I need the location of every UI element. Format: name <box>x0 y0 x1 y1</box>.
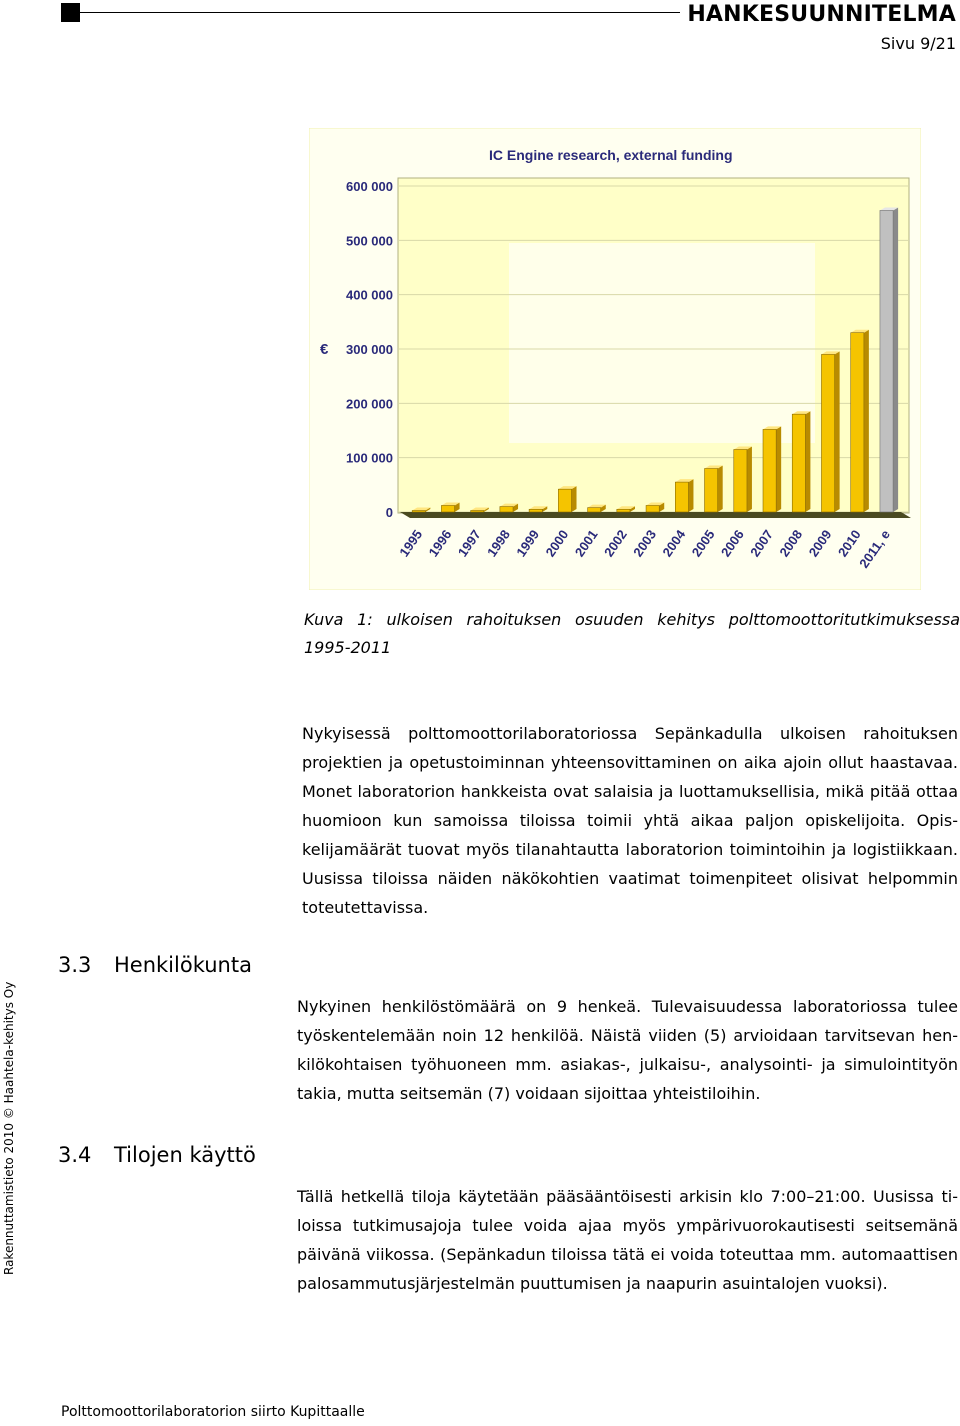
y-tick-label: 200 000 <box>346 396 393 412</box>
paragraph-space-usage: Tällä hetkellä tiloja käytetään pääsääntöisesti arkisin klo 7:00–21:00. Uusissa tiloissa tutkimusajoja tulee voida ajaa myös ympärivuorokautisesti seitsemänä päivänä viikossa. (Sepänkadun tiloissa tätä ei voida toteuttaa mm. automaattisen palosammutusjärjestelmän puuttumisen ja naapurin asuintalojen vuoksi). <box>297 1187 958 1293</box>
x-tick-label: 2008 <box>776 527 806 560</box>
bar-2000 <box>558 486 576 512</box>
bar-2006 <box>734 447 752 512</box>
y-tick-label: 300 000 <box>346 342 393 357</box>
x-tick-label: 2007 <box>747 527 777 560</box>
x-tick-label: 2000 <box>542 527 572 560</box>
paragraph-lab-challenges: Nykyisessä polttomoottorilaboratoriossa Sepänkadulla ulkoisen rahoituksen projektien ja opetustoiminnan yhteensovittaminen on aika ajoin ollut haastavaa. Monet laboratorion hankkeista ovat salaisia ja luottamuksellisia, mikä pitää ottaa huomioon kun samoissa tiloissa toimii yhtä aikaa paljon opiskelijoita. Opiskelijamäärät tuovat myös tilanahtautta laboratorion toimintoihin ja logistiikkaan. Uusissa tiloissa näiden näkökohtien vaatimat toimenpiteet olisivat helpommin toteutettavissa. <box>302 724 958 917</box>
chart-title: IC Engine research, external funding <box>489 147 733 163</box>
figure-caption <box>304 606 960 662</box>
page-footer: Polttomoottorilaboratorion siirto Kupittaalle <box>61 1404 365 1420</box>
x-tick-label: 2004 <box>659 527 689 560</box>
y-tick-label: 500 000 <box>346 233 393 249</box>
plot-highlight <box>509 243 815 443</box>
bar-2004 <box>675 479 693 512</box>
x-tick-label: 2011, e <box>856 527 893 571</box>
section-number: 3.3 <box>58 953 92 977</box>
y-axis-label: € <box>320 341 329 358</box>
x-tick-label: 1996 <box>425 527 455 560</box>
funding-chart <box>309 128 921 590</box>
bar-1996 <box>441 502 459 512</box>
y-tick-label: 400 000 <box>346 287 393 303</box>
bar-2005 <box>705 466 723 512</box>
section-title: Henkilökunta <box>114 953 252 977</box>
bar-2007 <box>763 426 781 512</box>
section-number: 3.4 <box>58 1143 92 1167</box>
section-heading-3-3 <box>58 953 252 977</box>
section-title: Tilojen käyttö <box>114 1143 256 1167</box>
x-tick-label: 2001 <box>571 527 601 560</box>
bar-2003 <box>646 502 664 512</box>
section-heading-3-4 <box>58 1143 256 1167</box>
x-tick-label: 2005 <box>688 527 718 560</box>
document-title: HANKESUUNNITELMA <box>687 2 956 27</box>
bar-2010 <box>851 330 869 512</box>
x-tick-label: 2003 <box>630 527 660 560</box>
x-tick-label: 2010 <box>834 527 864 560</box>
caption-line-1: Kuva 1: ulkoisen rahoituksen osuuden kehitys polttomoottoritutkimuksessa <box>304 610 960 629</box>
y-tick-label: 100 000 <box>346 450 393 466</box>
header-rule <box>80 12 680 13</box>
y-tick-label: 0 <box>385 505 393 520</box>
chart-floor <box>400 512 911 518</box>
x-tick-label: 1995 <box>396 527 426 560</box>
x-tick-label: 1999 <box>513 527 543 560</box>
y-tick-label: 600 000 <box>346 179 393 194</box>
x-tick-label: 2009 <box>805 527 835 560</box>
x-tick-label: 1997 <box>454 527 484 560</box>
bar-2011e <box>880 207 898 512</box>
header-marker <box>61 3 80 22</box>
bar-2008 <box>792 411 810 512</box>
bar-2009 <box>821 351 839 512</box>
x-tick-label: 1998 <box>484 527 513 560</box>
x-tick-label: 2006 <box>717 527 747 560</box>
x-tick-label: 2002 <box>600 527 630 560</box>
side-copyright-note: Rakennuttamistieto 2010 © Haahtela-kehitys Oy <box>2 981 16 1275</box>
page-number: Sivu 9/21 <box>880 34 956 53</box>
paragraph-staff: Nykyinen henkilöstömäärä on 9 henkeä. Tulevaisuudessa laboratoriossa tulee työskentelemään noin 12 henkilöä. Näistä viiden (5) arvioidaan tarvitsevan henkilökohtaisen työhuoneen mm. asiakas-, julkaisu-, analysointi- ja simulointityön takia, mutta seitsemän (7) voidaan sijoittaa yhteistiloihin. <box>297 997 958 1103</box>
caption-line-2: 1995-2011 <box>304 638 392 657</box>
funding-chart-svg <box>309 128 921 590</box>
